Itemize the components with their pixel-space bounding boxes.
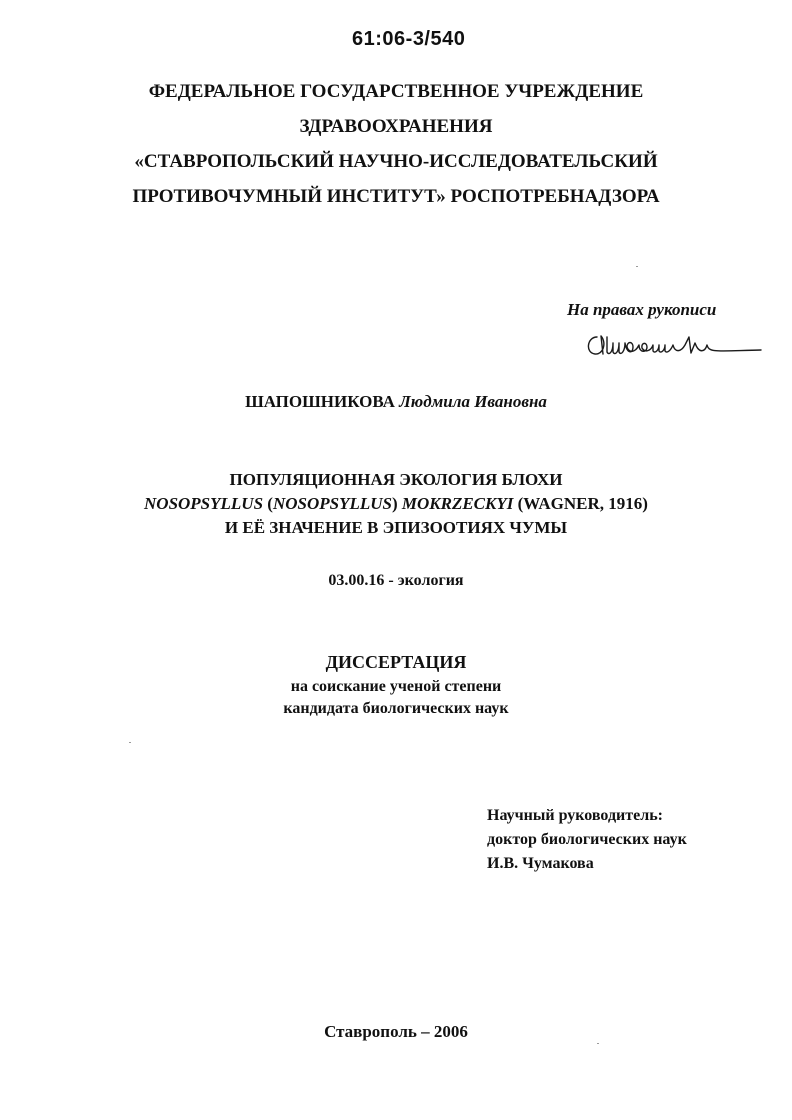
manuscript-note: На правах рукописи <box>567 300 717 319</box>
institution-block <box>0 74 792 214</box>
scan-speck <box>636 266 638 267</box>
archive-code: 61:06-3/540 <box>352 28 466 50</box>
scan-speck <box>129 742 131 743</box>
institution-line: ФЕДЕРАЛЬНОЕ ГОСУДАРСТВЕННОЕ УЧРЕЖДЕНИЕ <box>148 81 644 102</box>
scan-speck <box>597 1043 599 1044</box>
degree-line: на соискание ученой степени <box>290 678 502 695</box>
dissertation-heading: ДИССЕРТАЦИЯ <box>325 652 467 672</box>
handwritten-signature <box>585 323 765 363</box>
institution-line: ПРОТИВОЧУМНЫЙ ИНСТИТУТ» РОСПОТРЕБНАДЗОРА <box>132 186 660 207</box>
place-year: Ставрополь – 2006 <box>324 1022 468 1041</box>
title-line: ПОПУЛЯЦИОННАЯ ЭКОЛОГИЯ БЛОХИ <box>229 470 563 489</box>
author-name <box>0 392 792 412</box>
degree-line: кандидата биологических наук <box>283 700 509 717</box>
author-given-names: Людмила Ивановна <box>399 392 547 411</box>
degree-block <box>0 676 792 720</box>
dissertation-title <box>0 468 792 540</box>
supervisor-label: Научный руководитель: <box>487 807 663 824</box>
title-genus: NOSOPSYLLUS <box>144 494 264 513</box>
title-species: MOKRZECKYI <box>401 494 514 513</box>
title-line: И ЕЁ ЗНАЧЕНИЕ В ЭПИЗООТИЯХ ЧУМЫ <box>224 518 568 537</box>
specialty-code: 03.00.16 - экология <box>328 572 464 589</box>
supervisor-block <box>487 804 687 876</box>
title-authority: (WAGNER, 1916) <box>517 494 648 513</box>
title-subgenus: NOSOPSYLLUS <box>272 494 392 513</box>
supervisor-degree: доктор биологических наук <box>487 831 687 848</box>
supervisor-name: И.В. Чумакова <box>487 855 594 872</box>
author-surname: ШАПОШНИКОВА <box>245 392 395 411</box>
title-species-line: NOSOPSYLLUS (NOSOPSYLLUS) MOKRZECKYI (WAGNER, 1916) <box>144 494 648 513</box>
institution-line: ЗДРАВООХРАНЕНИЯ <box>299 116 493 137</box>
institution-line: «СТАВРОПОЛЬСКИЙ НАУЧНО-ИССЛЕДОВАТЕЛЬСКИЙ <box>134 151 658 172</box>
